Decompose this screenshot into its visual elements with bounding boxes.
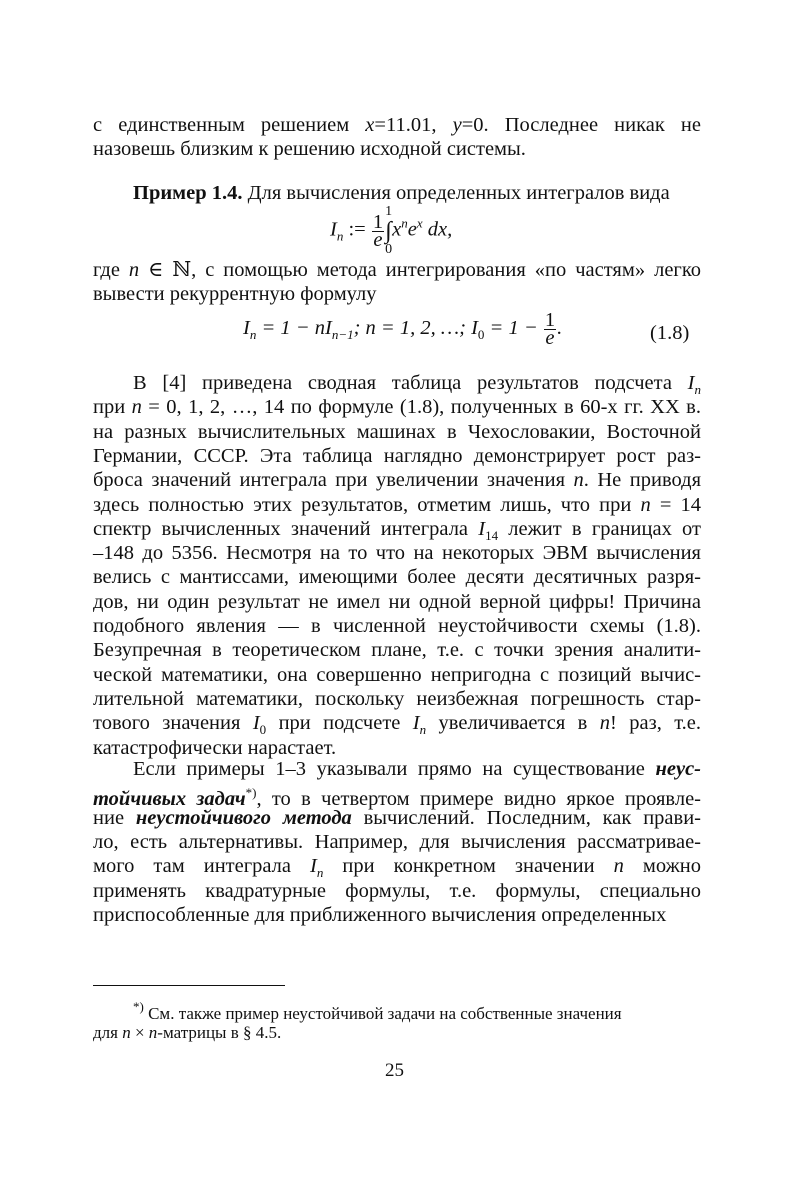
text-segment: , то в четвертом примере видно яркое проявле- [256, 788, 701, 811]
text-segment: I [478, 517, 486, 540]
equation-number: (1.8) [650, 322, 690, 344]
text-line [93, 830, 701, 854]
text-segment: можно [623, 855, 701, 878]
formula-symbol: I [243, 317, 250, 340]
text-line [93, 541, 701, 565]
formula-subscript: n [249, 327, 257, 343]
formula-text: ; n = 1, 2, …; I [353, 317, 478, 340]
text-line [93, 736, 701, 760]
text-segment: лительной математики, поскольку неизбежная погрешность стар- [93, 687, 701, 710]
text-line [133, 181, 701, 205]
text-segment: тойчивых задач [93, 788, 246, 811]
text-segment: Безупречная в теоретическом плане, т.е. с точки зрения аналити- [93, 639, 701, 662]
footnote-text: См. также пример неустойчивой задачи на собственные значения [143, 1004, 622, 1023]
fraction-denominator: e [545, 327, 555, 349]
text-segment: I [310, 855, 317, 878]
text-segment: мого там интеграла [93, 855, 311, 878]
text-segment: I [412, 712, 420, 735]
text-segment: ∈ ℕ, с помощью метода интегрирования «по частям» легко [139, 259, 701, 281]
text-line [93, 638, 701, 662]
text-segment: ние [93, 806, 136, 829]
text-segment: n [613, 855, 624, 878]
text-segment: вычислений. Последним, как прави- [351, 806, 701, 829]
text-segment: неус- [655, 758, 701, 780]
formula-text: = 1 − nI [256, 317, 332, 340]
text-segment: y [452, 114, 462, 136]
text-line [93, 137, 701, 161]
text-line [93, 879, 701, 903]
text-segment: велись с мантиссами, имеющими более десяти десятичных разря- [93, 566, 701, 589]
integral-sign: 1 ∫ 0 [385, 204, 393, 257]
text-segment: катастрофически нарастает. [93, 736, 337, 759]
text-segment: здесь полностью этих результатов, отметим лишь, что при [93, 493, 641, 516]
fraction-numerator: 1 [544, 309, 556, 331]
footnote-line [93, 1021, 701, 1045]
text-segment: . Не приводя [583, 469, 702, 492]
text-line [93, 258, 701, 282]
formula-exponent: x [416, 215, 423, 231]
fraction [544, 309, 556, 349]
text-segment: лежит в границах от [498, 517, 701, 540]
footnote-mark: *) [133, 999, 144, 1014]
text-segment: = 0, 1, 2, …, 14 по формуле (1.8), полученных в 60-х гг. XX в. [141, 396, 701, 419]
footnote-text: для [93, 1023, 123, 1042]
text-segment: I [252, 712, 260, 735]
text-segment: n [128, 259, 140, 281]
text-line [93, 614, 701, 638]
text-segment: назовешь близким к решению исходной системы. [93, 138, 526, 161]
text-segment: =0. Последнее никак не [461, 114, 701, 136]
text-segment: с единственным решением [93, 114, 366, 136]
footnote-text: -матрицы в § 4.5. [157, 1023, 282, 1042]
text-segment: = 14 [650, 493, 702, 516]
formula-operator: := [343, 218, 371, 241]
footnote-text: × [130, 1023, 149, 1042]
text-segment: где [93, 259, 129, 281]
text-segment: ло, есть альтернативы. Например, для вычисления рассматривае- [93, 830, 701, 853]
text-segment: применять квадратурные формулы, т.е. формулы, специально [93, 879, 701, 902]
text-line [93, 493, 701, 517]
text-segment: n [131, 396, 142, 419]
text-segment: Пример 1.4. [133, 182, 243, 204]
integral-formula [330, 205, 452, 257]
text-segment: =11.01, [374, 114, 453, 136]
text-segment: ческой математики, она совершенно непригодна с позиций вычис- [93, 663, 701, 686]
text-segment: спектр вычисленных значений интеграла [93, 517, 479, 540]
footnote-text: n [148, 1023, 158, 1042]
text-line [93, 444, 701, 468]
fraction [372, 210, 384, 251]
fraction-numerator: 1 [372, 210, 384, 233]
text-segment: n [573, 469, 584, 492]
text-line [93, 282, 701, 306]
formula-subscript: 0 [477, 327, 485, 343]
formula-symbol: e [407, 218, 417, 241]
formula-text: . [557, 317, 563, 340]
text-segment: приспособленные для приближенного вычисления определенных [93, 903, 667, 926]
formula-differential: dx, [422, 218, 453, 241]
text-segment: n [316, 865, 324, 881]
text-segment: Германии, СССР. Эта таблица наглядно демонстрирует рост раз- [93, 444, 701, 467]
text-segment: при [93, 396, 132, 419]
text-line [93, 663, 701, 687]
upper-limit: 1 [385, 204, 393, 219]
text-line [93, 903, 701, 927]
text-segment: тового значения [93, 712, 253, 735]
footnote-separator [93, 985, 285, 986]
text-segment: В [4] приведена сводная таблица результатов подсчета [133, 372, 688, 394]
fraction-denominator: e [373, 228, 383, 251]
text-segment: подобного явления — в численной неустойчивости схемы (1.8). [93, 615, 701, 637]
text-line [93, 806, 701, 830]
text-segment: *) [245, 785, 257, 801]
text-segment: Для вычисления определенных интегралов вида [242, 182, 670, 204]
text-segment: n [694, 382, 701, 397]
text-segment: Если примеры 1–3 указывали прямо на существование [133, 758, 656, 780]
text-line [93, 420, 701, 444]
text-line [93, 590, 701, 614]
text-line [93, 687, 701, 711]
text-segment: x [365, 114, 375, 136]
text-segment: неустойчивого метода [135, 806, 352, 829]
recurrence-formula [243, 309, 563, 349]
text-line [93, 113, 701, 137]
text-segment: n [419, 722, 427, 738]
page-number: 25 [385, 1060, 404, 1081]
text-line [93, 395, 701, 419]
text-line [133, 757, 701, 781]
text-segment: I [687, 372, 695, 394]
text-segment: ! раз, т.е. [610, 712, 701, 735]
formula-subscript: n−1 [331, 327, 354, 343]
text-segment: дов, ни один результат не имел ни одной верной цифры! Причина [93, 590, 701, 613]
text-line [93, 468, 701, 492]
text-segment: увеличивается в [426, 712, 600, 735]
text-segment: при подсчете [266, 712, 413, 735]
text-segment: –148 до 5356. Несмотря на то что на некоторых ЭВМ вычисления [93, 542, 701, 565]
text-segment: 14 [485, 527, 499, 543]
text-segment: 0 [259, 722, 267, 738]
lower-limit: 0 [385, 242, 393, 257]
text-segment: n [599, 712, 611, 735]
text-line [93, 565, 701, 589]
formula-subscript: n [336, 228, 344, 244]
text-segment: при конкретном значении [323, 855, 614, 878]
text-segment: вывести рекуррентную формулу [93, 283, 377, 306]
text-segment: броса значений интеграла при увеличении значения [93, 469, 574, 492]
formula-text: = 1 − [484, 317, 543, 340]
formula-exponent: n [401, 215, 408, 231]
footnote-text: n [122, 1023, 131, 1042]
text-segment: на разных вычислительных машинах в Чехословакии, Восточной [93, 420, 701, 443]
formula-symbol: I [330, 218, 337, 241]
text-segment: n [640, 493, 651, 516]
formula-symbol: x [392, 218, 402, 241]
